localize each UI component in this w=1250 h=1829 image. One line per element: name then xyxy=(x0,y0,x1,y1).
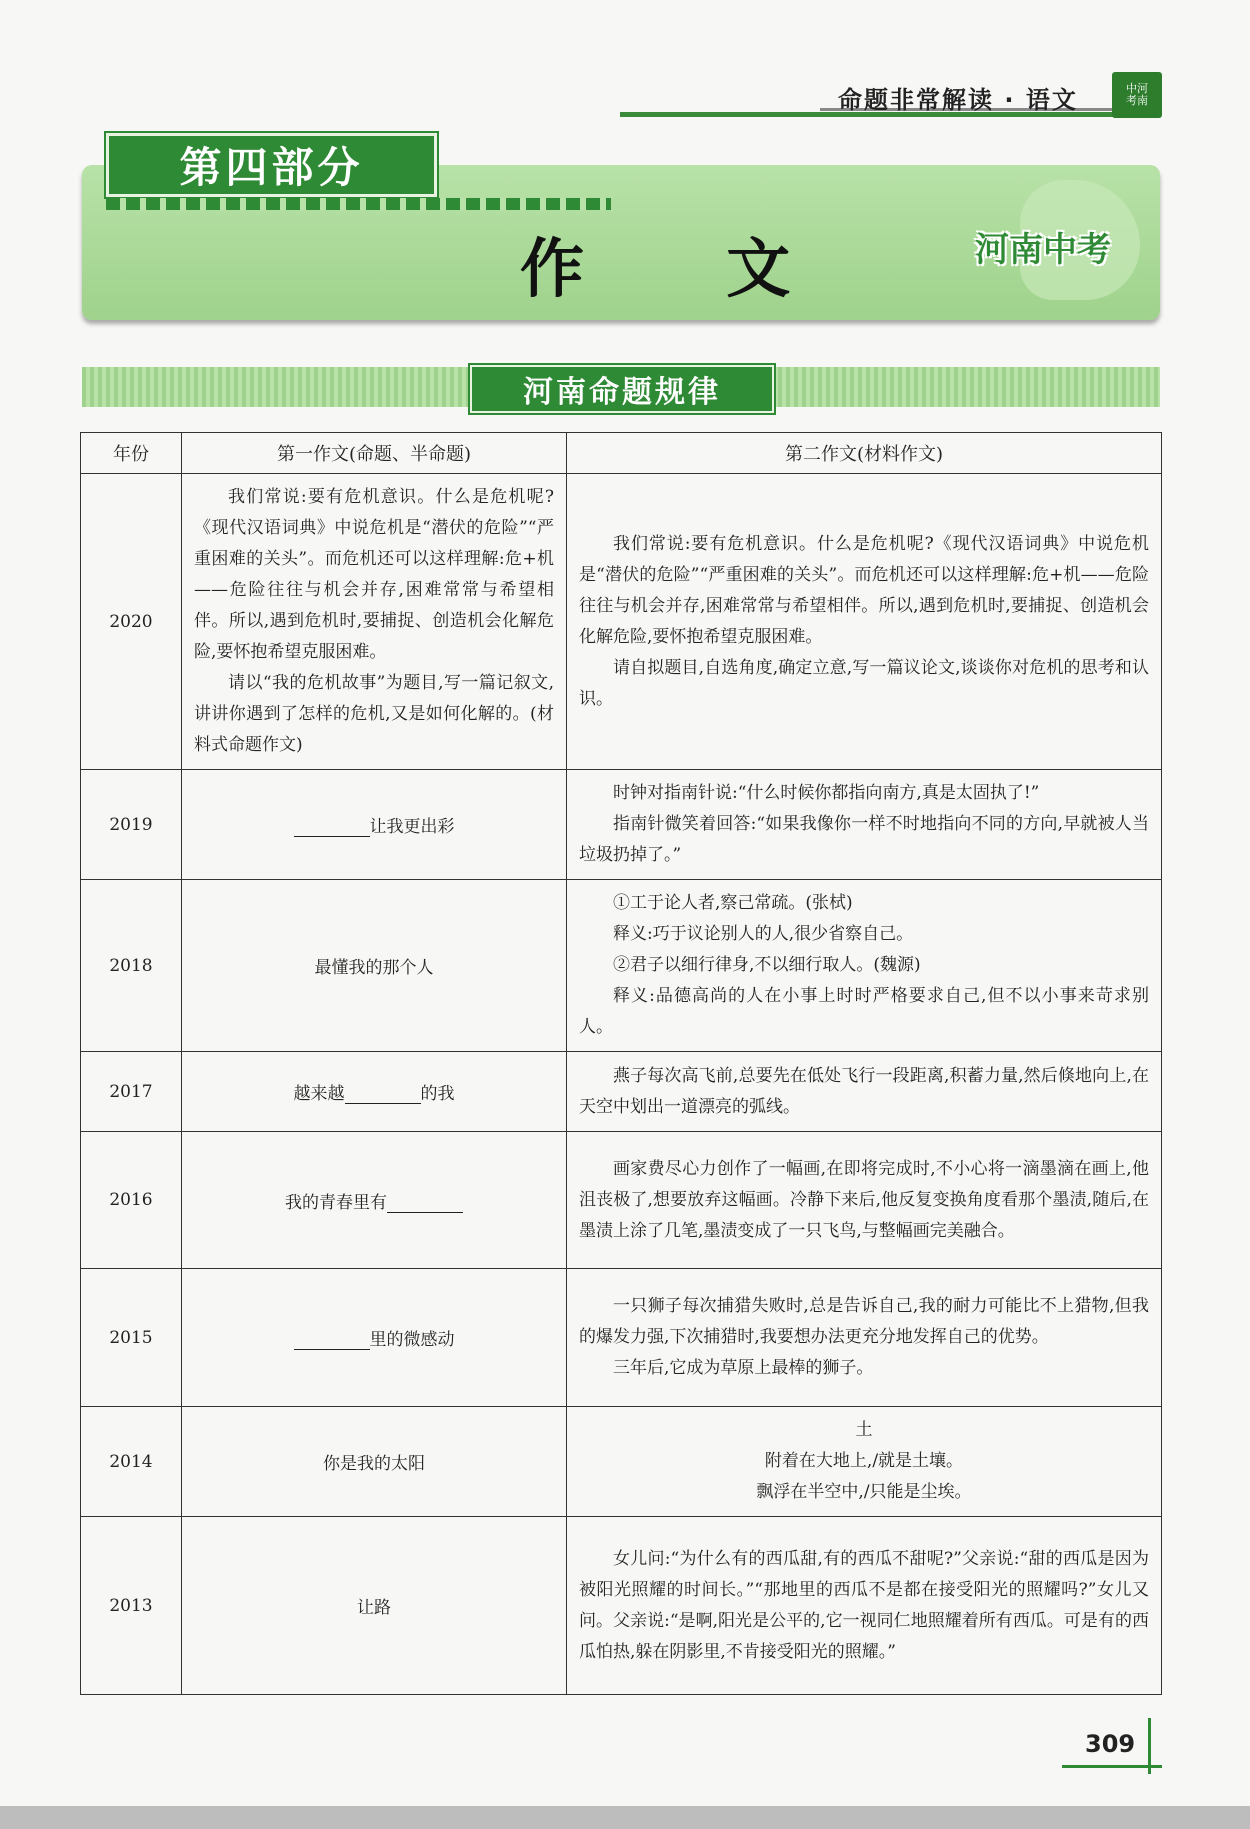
first-essay-text: 我的青春里有 xyxy=(285,1192,387,1213)
second-essay-text: ②君子以细行律身,不以细行取人。(魏源) xyxy=(613,955,921,975)
first-essay-cell xyxy=(182,1132,567,1269)
second-essay-text: 画家费尽心力创作了一幅画,在即将完成时,不小心将一滴墨滴在画上,他沮丧极了,想要放弃这幅画。冷静下来后,他反复变换角度看那个墨渍,随后,在墨渍上涂了几笔,墨渍变成了一只飞鸟,与整幅画完美融合。 xyxy=(579,1158,1149,1241)
second-essay-cell xyxy=(567,1052,1162,1132)
poem-line: 土 xyxy=(855,1420,873,1440)
table-row xyxy=(81,1517,1162,1695)
second-essay-text: 释义:巧于议论别人的人,很少省察自己。 xyxy=(613,924,914,944)
part-label: 第四部分 xyxy=(179,143,364,192)
second-essay-text: 三年后,它成为草原上最棒的狮子。 xyxy=(613,1358,874,1378)
greek-key-border xyxy=(106,198,611,210)
year-cell: 2015 xyxy=(81,1269,182,1407)
first-essay-cell xyxy=(182,770,567,880)
second-essay-text: 指南针微笑着回答:“如果我像你一样不时地指向不同的方向,早就被人当垃圾扔掉了。” xyxy=(579,814,1149,865)
fill-blank xyxy=(345,1085,421,1104)
second-essay-cell xyxy=(567,770,1162,880)
poem-line: 附着在大地上,/就是土壤。 xyxy=(764,1451,964,1471)
first-essay-cell: 最懂我的那个人 xyxy=(182,880,567,1052)
second-essay-text: 我们常说:要有危机意识。什么是危机呢?《现代汉语词典》中说危机是“潜伏的危险”“严重困难的关头”。而危机还可以这样理解:危+机——危险往往与机会并存,困难常常与希望相伴。所以,遇到危机时,要捕捉、创造机会化解危险,要怀抱希望克服困难。 xyxy=(579,533,1149,647)
page-number: 309 xyxy=(1085,1730,1136,1758)
first-essay-cell xyxy=(182,474,567,770)
table-row xyxy=(81,1052,1162,1132)
first-essay-cell xyxy=(182,1052,567,1132)
second-essay-cell xyxy=(567,1132,1162,1269)
second-essay-text: 时钟对指南针说:“什么时候你都指向南方,真是太固执了!” xyxy=(613,783,1040,803)
first-essay-text: 越来越 xyxy=(293,1084,345,1104)
header-first-essay: 第一作文(命题、半命题) xyxy=(182,433,567,474)
book-title: 命题非常解读 · 语文 xyxy=(838,86,1078,114)
table-row xyxy=(81,1269,1162,1407)
second-essay-cell xyxy=(567,880,1162,1052)
second-essay-cell xyxy=(567,1517,1162,1695)
poem-line: 飘浮在半空中,/只能是尘埃。 xyxy=(756,1482,972,1502)
header-second-essay: 第二作文(材料作文) xyxy=(567,433,1162,474)
year-cell: 2019 xyxy=(81,770,182,880)
second-essay-text: 一只狮子每次捕猎失败时,总是告诉自己,我的耐力可能比不上猎物,但我的爆发力强,下次捕猎时,我要想办法更充分地发挥自己的优势。 xyxy=(579,1296,1149,1347)
first-essay-text: 让我更出彩 xyxy=(369,817,455,837)
first-essay-text: 里的微感动 xyxy=(369,1330,455,1350)
first-essay-text: 我们常说:要有危机意识。什么是危机呢?《现代汉语词典》中说危机是“潜伏的危险”“严重困难的关头”。而危机还可以这样理解:危+机——危险往往与机会并存,困难常常与希望相伴。所以,遇到危机时,要捕捉、创造机会化解危险,要怀抱希望克服困难。 xyxy=(194,487,554,662)
header-year: 年份 xyxy=(81,433,182,474)
year-cell: 2014 xyxy=(81,1407,182,1517)
second-essay-cell xyxy=(567,1407,1162,1517)
year-cell: 2020 xyxy=(81,474,182,770)
scan-bottom-band xyxy=(0,1806,1250,1829)
table-row xyxy=(81,1132,1162,1269)
fill-blank xyxy=(387,1194,463,1213)
first-essay-cell: 让路 xyxy=(182,1517,567,1695)
second-essay-text: 女儿问:“为什么有的西瓜甜,有的西瓜不甜呢?”父亲说:“甜的西瓜是因为被阳光照耀的时间长。”“那地里的西瓜不是都在接受阳光的照耀吗?”女儿又问。父亲说:“是啊,阳光是公平的,它一视同仁地照耀着所有西瓜。可是有的西瓜怕热,躲在阴影里,不肯接受阳光的照耀。” xyxy=(579,1548,1149,1662)
year-cell: 2017 xyxy=(81,1052,182,1132)
section-title: 河南命题规律 xyxy=(523,375,721,410)
table-row xyxy=(81,1407,1162,1517)
second-essay-cell xyxy=(567,474,1162,770)
chapter-title: 作 文 xyxy=(520,233,851,307)
year-cell: 2018 xyxy=(81,880,182,1052)
table-header-row xyxy=(81,433,1162,474)
henan-exam-badge: 河南中考 xyxy=(975,230,1111,270)
table-row xyxy=(81,880,1162,1052)
second-essay-text: 燕子每次高飞前,总要先在低处飞行一段距离,积蓄力量,然后倏地向上,在天空中划出一道漂亮的弧线。 xyxy=(579,1065,1149,1117)
fill-blank xyxy=(294,1331,370,1350)
first-essay-text: 的我 xyxy=(420,1084,455,1104)
publisher-logo: 中河 考南 xyxy=(1112,72,1162,118)
first-essay-cell xyxy=(182,1269,567,1407)
fill-blank xyxy=(294,818,370,837)
first-essay-text: 请以“我的危机故事”为题目,写一篇记叙文,讲讲你遇到了怎样的危机,又是如何化解的。(材料式命题作文) xyxy=(194,673,554,755)
section-title-box xyxy=(470,365,774,413)
second-essay-text: 请自拟题目,自选角度,确定立意,写一篇议论文,谈谈你对危机的思考和认识。 xyxy=(579,657,1149,709)
exam-rules-table xyxy=(80,432,1162,1695)
year-cell: 2013 xyxy=(81,1517,182,1695)
table-row xyxy=(81,474,1162,770)
first-essay-cell: 你是我的太阳 xyxy=(182,1407,567,1517)
page-number-rule xyxy=(1062,1765,1162,1768)
year-cell: 2016 xyxy=(81,1132,182,1269)
second-essay-text: 释义:品德高尚的人在小事上时时严格要求自己,但不以小事来苛求别人。 xyxy=(579,986,1149,1037)
table-row xyxy=(81,770,1162,880)
part-label-box xyxy=(106,133,437,197)
second-essay-text: ①工于论人者,察己常疏。(张栻) xyxy=(613,893,853,913)
second-essay-cell xyxy=(567,1269,1162,1407)
